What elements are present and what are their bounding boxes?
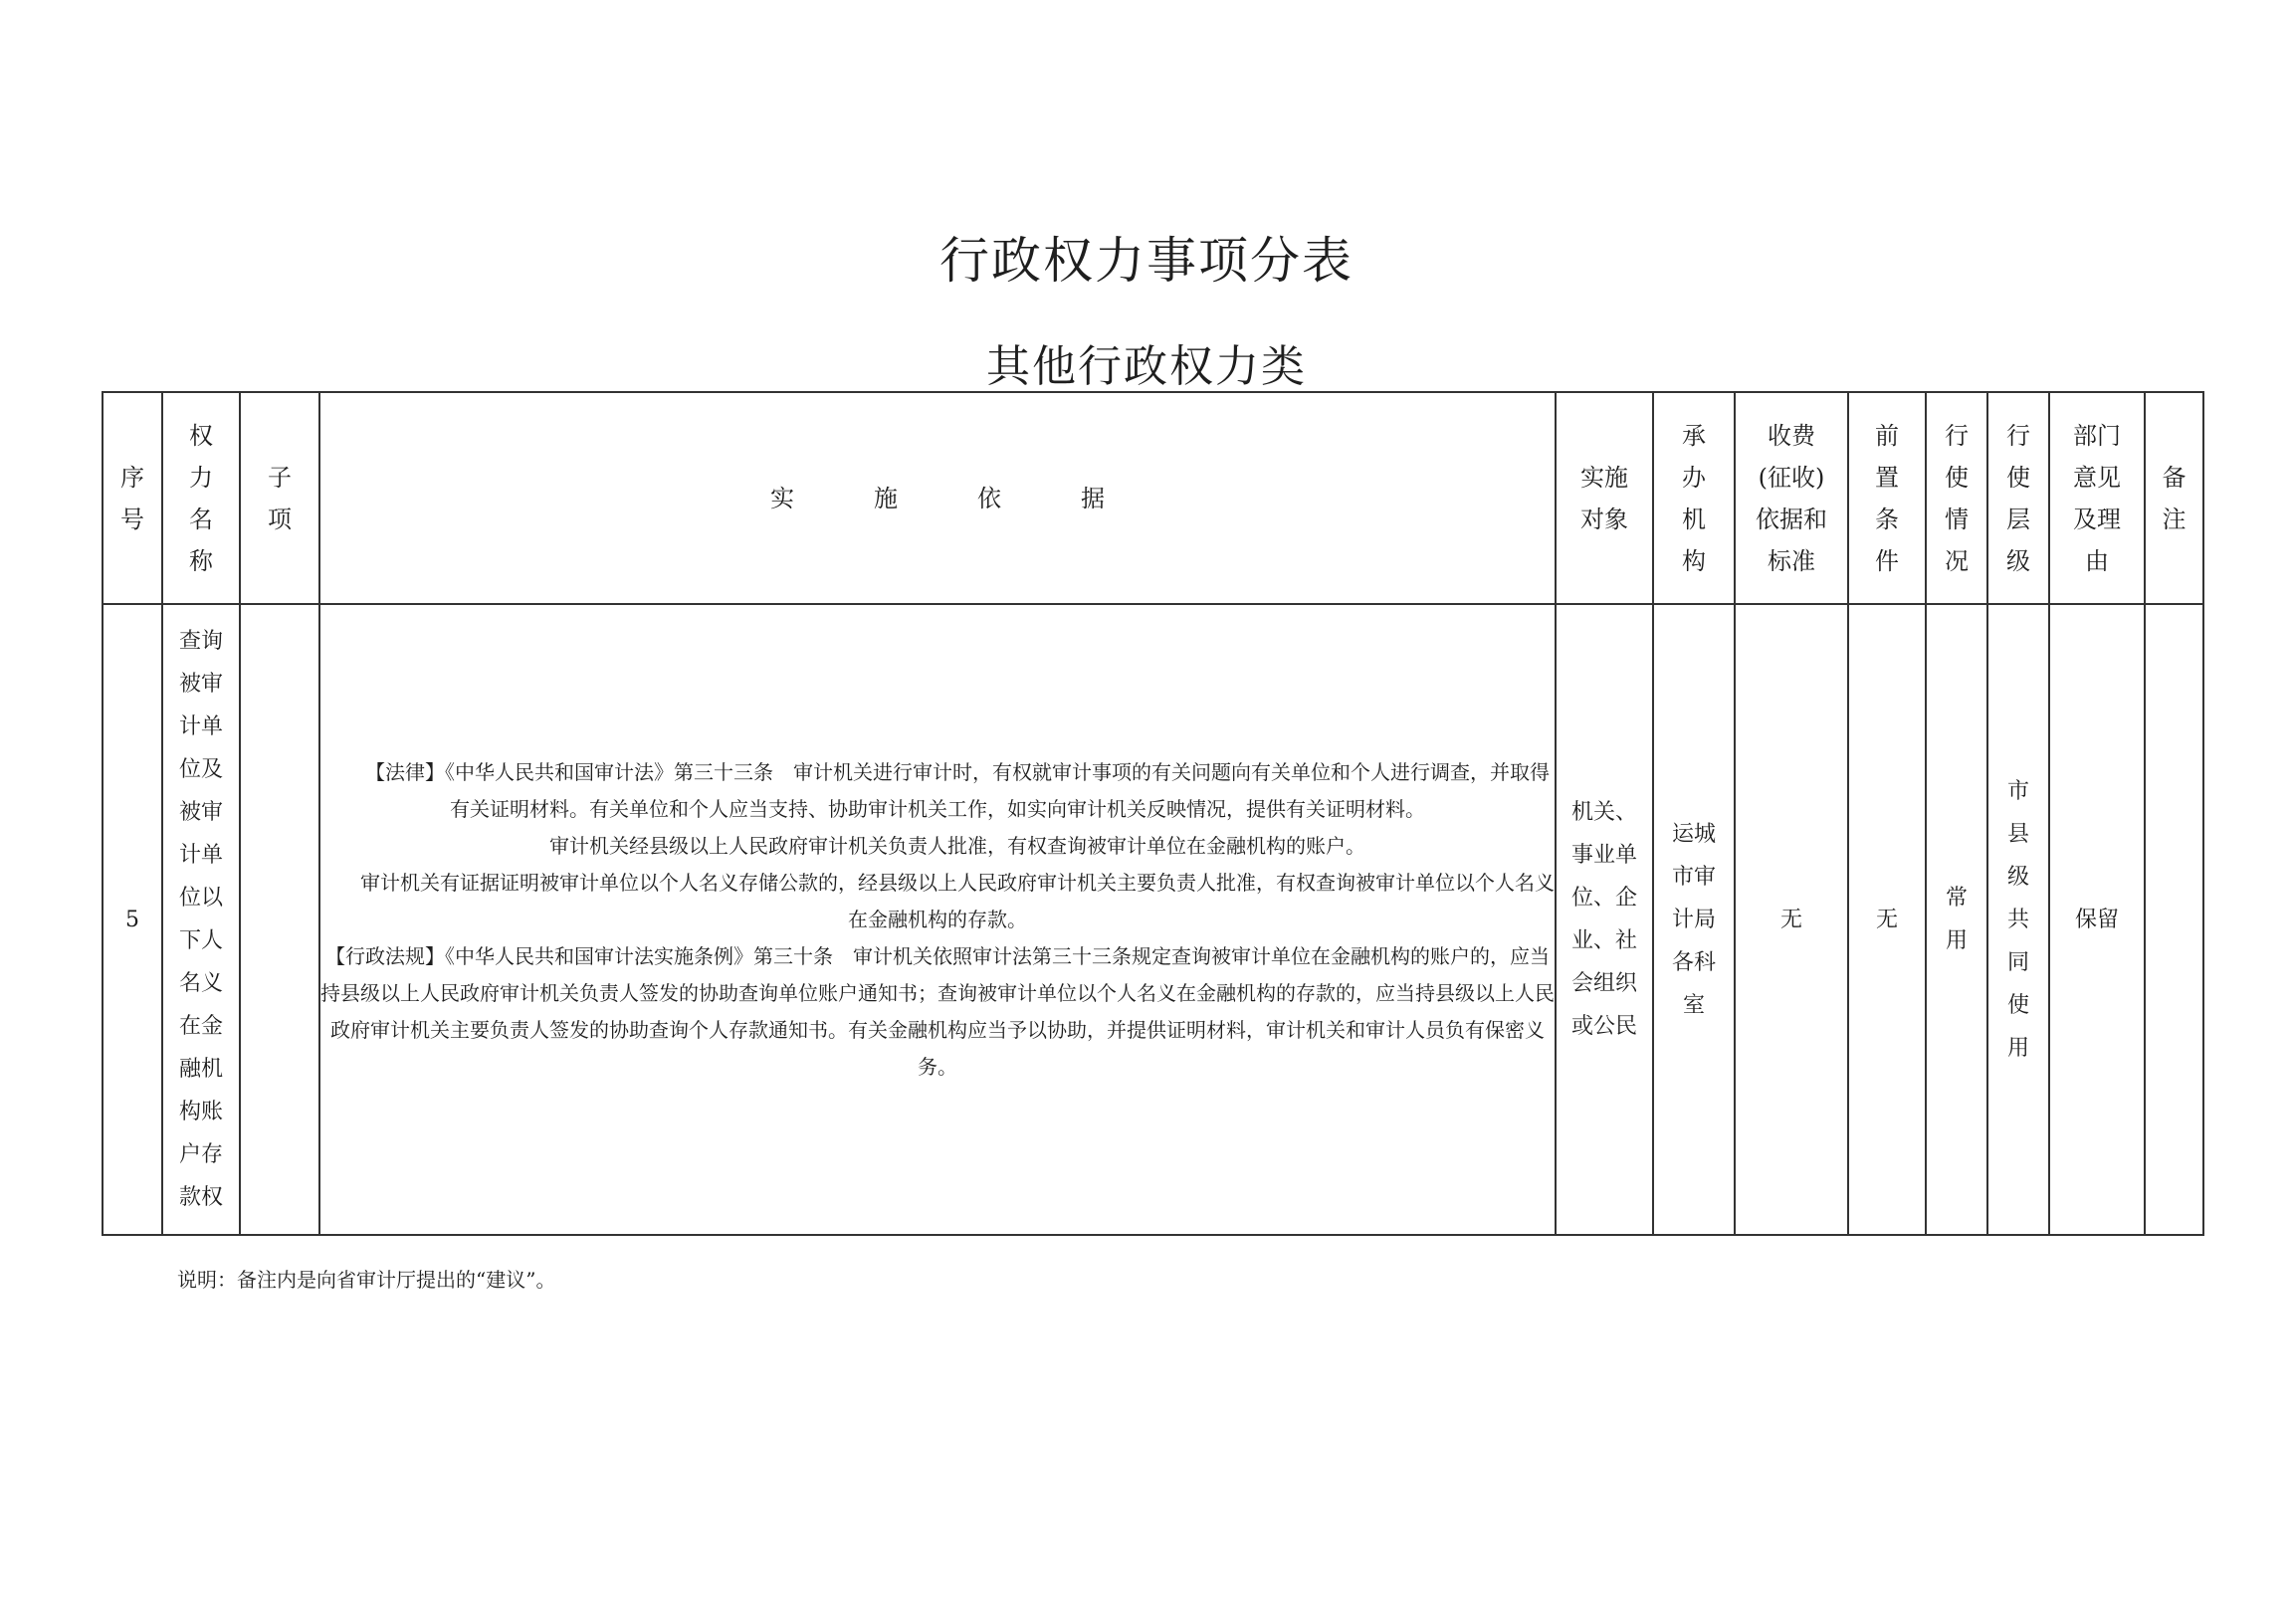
table-header-row (103, 392, 2203, 604)
basis-paragraph-2: 审计机关经县级以上人民政府审计机关负责人批准，有权查询被审计单位在金融机构的账户。 (549, 833, 1365, 858)
row-org: 运城市审计局各科室 (1653, 604, 1735, 1235)
row-dept-opinion: 保留 (2049, 604, 2145, 1235)
page-title: 行政权力事项分表 (939, 232, 1354, 290)
row-usage: 常用 (1926, 604, 1987, 1235)
header-level: 行使层级 (1987, 392, 2049, 604)
header-remark: 备注 (2145, 392, 2203, 604)
power-items-table (102, 391, 2204, 1236)
header-usage: 行使情况 (1926, 392, 1987, 604)
footnote: 说明：备注内是向省审计厅提出的“建议”。 (177, 1268, 556, 1292)
header-org: 承办机构 (1653, 392, 1735, 604)
header-dept-opinion: 部门意见及理由 (2049, 392, 2145, 604)
header-fee: 收费(征收)依据和标准 (1735, 392, 1848, 604)
basis-regulation-paragraph: 【行政法规】《中华人民共和国审计法实施条例》第三十条 审计机关依照审计法第三十三条规定查询被审计单位在金融机构的账户的，应当持县级以上人民政府审计机关负责人签发的协助查询单位账户通知书；查询被审计单位以个人名义在金融机构的存款的，应当持县级以上人民政府审计机关主要负责人签发的协助查询个人存款通知书。有关金融机构应当予以协助，并提供证明材料，审计机关和审计人员负有保密义务。 (320, 943, 1555, 1079)
page-subtitle: 其他行政权力类 (986, 341, 1307, 392)
row-seq: 5 (103, 604, 162, 1235)
row-sub-item (240, 604, 319, 1235)
basis-paragraph-3: 审计机关有证据证明被审计单位以个人名义存储公款的，经县级以上人民政府审计机关主要负责人批准，有权查询被审计单位以个人名义在金融机构的存款。 (360, 870, 1555, 931)
header-basis: 实施依据 (319, 392, 1556, 604)
header-sub-item: 子项 (240, 392, 319, 604)
header-target: 实施对象 (1556, 392, 1653, 604)
row-level: 市县级共同使用 (1987, 604, 2049, 1235)
row-power-name: 查询被审计单位及被审计单位以下人名义在金融机构账户存款权 (162, 604, 240, 1235)
row-target: 机关、事业单位、企业、社会组织或公民 (1556, 604, 1653, 1235)
header-power-name: 权力名称 (162, 392, 240, 604)
basis-law-paragraph: 【法律】《中华人民共和国审计法》第三十三条 审计机关进行审计时，有权就审计事项的有关问题向有关单位和个人进行调查，并取得有关证明材料。有关单位和个人应当支持、协助审计机关工作，如实向审计机关反映情况，提供有关证明材料。 (365, 759, 1550, 821)
row-precondition: 无 (1848, 604, 1926, 1235)
header-precondition: 前置条件 (1848, 392, 1926, 604)
table-row (103, 604, 2203, 1235)
row-basis (319, 604, 1556, 1235)
row-fee: 无 (1735, 604, 1848, 1235)
header-seq: 序号 (103, 392, 162, 604)
row-remark (2145, 604, 2203, 1235)
